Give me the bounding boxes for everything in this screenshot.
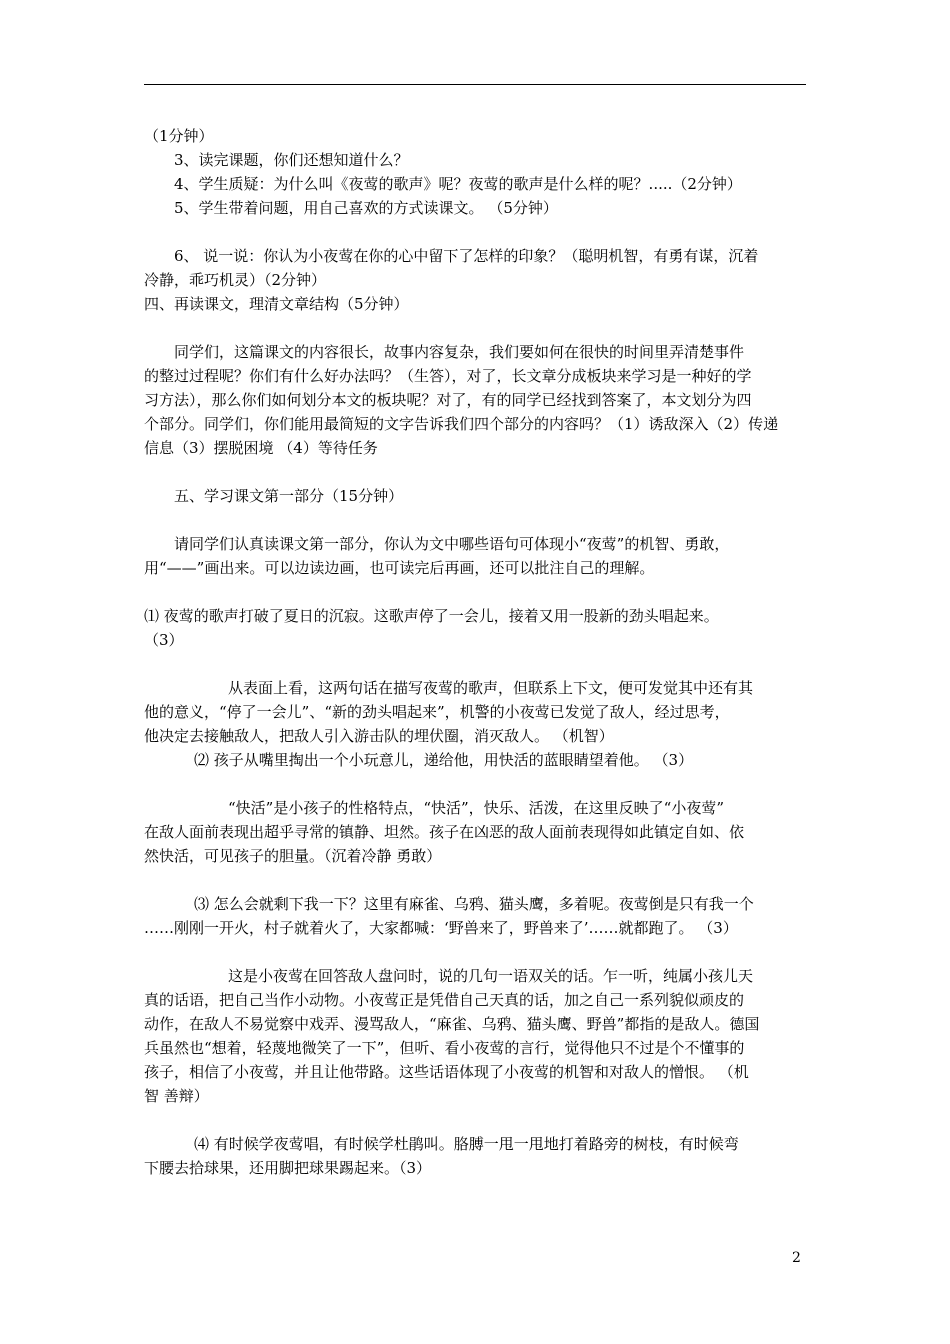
quote-line: ……刚刚一开火，村子就着火了，大家都喊：‘野兽来了，野兽来了’……就都跑了。 （3） [144,919,738,937]
analysis-line: 孩子，相信了小夜莺，并且让他带路。这些话语体现了小夜莺的机智和对敌人的憎恨。 （机 [144,1063,749,1081]
text-line: 4、学生质疑：为什么叫《夜莺的歌声》呢？夜莺的歌声是什么样的呢？.....（2分钟） [174,175,742,193]
text-line: 5、学生带着问题，用自己喜欢的方式读课文。 （5分钟） [174,199,558,217]
analysis-line: 动作，在敌人不易觉察中戏弄、漫骂敌人，“麻雀、乌鸦、猫头鹰、野兽”都指的是敌人。德国 [144,1015,760,1033]
analysis-line: 从表面上看，这两句话在描写夜莺的歌声，但联系上下文，便可发觉其中还有其 [228,679,754,697]
text-line: （1分钟） [144,127,214,145]
quote-line: ⑵ 孩子从嘴里掏出一个小玩意儿，递给他，用快活的蓝眼睛望着他。 （3） [194,751,694,769]
quote-line: ⑴ 夜莺的歌声打破了夏日的沉寂。这歌声停了一会儿，接着又用一股新的劲头唱起来。 [144,607,719,625]
quote-line: 下腰去拾球果，还用脚把球果踢起来。（3） [144,1159,432,1177]
section-heading: 四、再读课文，理清文章结构（5分钟） [144,295,409,313]
text-line: 冷静，乖巧机灵）（2分钟） [144,271,327,289]
analysis-line: 在敌人面前表现出超乎寻常的镇静、坦然。孩子在凶恶的敌人面前表现得如此镇定自如、依 [144,823,745,841]
page-number: 2 [792,1250,801,1266]
section-heading: 五、学习课文第一部分（15分钟） [174,487,404,505]
text-line: 的整过过程呢？你们有什么好办法吗？（生答），对了，长文章分成板块来学习是一种好的学 [144,367,752,385]
analysis-line: 真的话语，把自己当作小动物。小夜莺正是凭借自己天真的话，加之自己一系列貌似顽皮的 [144,991,745,1009]
text-line: 习方法），那么你们如何划分本文的板块呢？对了，有的同学已经找到答案了，本文划分为四 [144,391,752,409]
analysis-line: 然快活，可见孩子的胆量。（沉着冷静 勇敢） [144,847,442,865]
analysis-line: 兵虽然也“想着，轻蔑地微笑了一下”，但听、看小夜莺的言行，觉得他只不过是个不懂事的 [144,1039,745,1057]
quote-line: （3） [144,631,184,649]
text-line: 个部分。同学们，你们能用最简短的文字告诉我们四个部分的内容吗？（1）诱敌深入（2）传递 [144,415,779,433]
text-line: 信息（3）摆脱困境 （4）等待任务 [144,439,378,457]
analysis-line: 这是小夜莺在回答敌人盘问时，说的几句一语双关的话。乍一听，纯属小孩儿天 [228,967,754,985]
text-line: 3、读完课题，你们还想知道什么？ [174,151,409,169]
quote-line: ⑷ 有时候学夜莺唱，有时候学杜鹃叫。胳膊一甩一甩地打着路旁的树枝，有时候弯 [194,1135,739,1153]
header-rule [144,84,806,85]
analysis-line: 他的意义，“停了一会儿”、“新的劲头唱起来”，机警的小夜莺已发觉了敌人，经过思考， [144,703,730,721]
analysis-line: 智 善辩） [144,1087,209,1105]
text-line: 同学们，这篇课文的内容很长，故事内容复杂，我们要如何在很快的时间里弄清楚事件 [174,343,745,361]
analysis-line: “快活”是小孩子的性格特点，“快活”，快乐、活泼，在这里反映了“小夜莺” [228,799,725,817]
text-line: 用“——”画出来。可以边读边画，也可读完后再画，还可以批注自己的理解。 [144,559,655,577]
analysis-line: 他决定去接触敌人，把敌人引入游击队的埋伏圈，消灭敌人。 （机智） [144,727,614,745]
text-line: 请同学们认真读课文第一部分，你认为文中哪些语句可体现小“夜莺”的机智、勇敢， [174,535,730,553]
quote-line: ⑶ 怎么会就剩下我一下？这里有麻雀、乌鸦、猫头鹰，多着呢。夜莺倒是只有我一个 [194,895,754,913]
text-line: 6、 说一说：你认为小夜莺在你的心中留下了怎样的印象？（聪明机智，有勇有谋，沉着 [174,247,759,265]
